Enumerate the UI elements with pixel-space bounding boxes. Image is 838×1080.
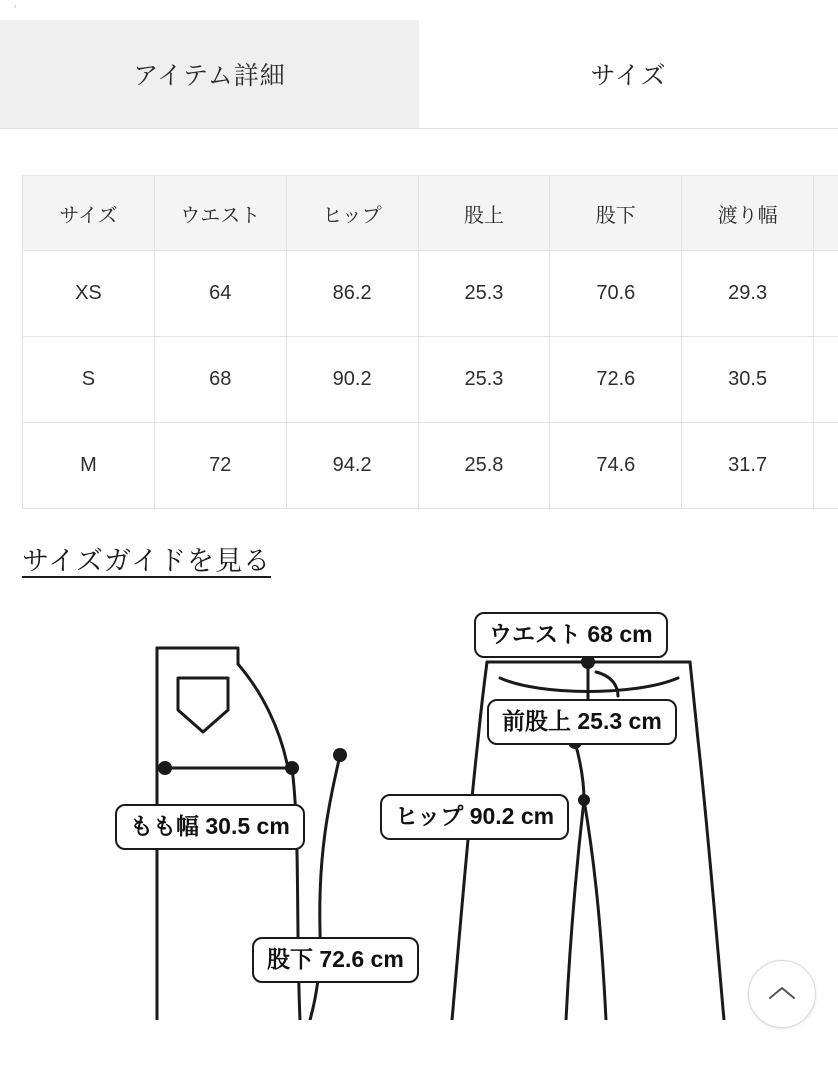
column-header-inseam: 股下 (550, 176, 682, 251)
cell-thigh: 31.7 (682, 423, 814, 509)
cell-thigh: 30.5 (682, 337, 814, 423)
size-table-head (23, 176, 838, 251)
column-header-hip: ヒップ (286, 176, 418, 251)
tab-item-details-label: アイテム詳細 (133, 62, 286, 90)
callout-hip (380, 794, 569, 840)
column-header-rise: 股上 (418, 176, 550, 251)
column-header-size: サイズ (23, 176, 155, 251)
size-table-wrapper (22, 175, 838, 509)
cell-rise: 25.3 (418, 251, 550, 337)
table-row (23, 251, 838, 337)
cell-size: S (23, 337, 155, 423)
cell-hip: 90.2 (286, 337, 418, 423)
callout-hip-label: ヒップ (395, 803, 464, 829)
column-header-thigh: 渡り幅 (682, 176, 814, 251)
size-guide-link[interactable]: サイズガイドを見る (22, 546, 272, 576)
cell-thigh: 29.3 (682, 251, 814, 337)
cell-size: M (23, 423, 155, 509)
cell-extra (814, 423, 838, 509)
cell-inseam: 72.6 (550, 337, 682, 423)
callout-thigh (115, 804, 305, 850)
callout-waist-value: 68 cm (587, 621, 653, 647)
corner-mark: ' (14, 2, 17, 17)
cell-waist: 64 (154, 251, 286, 337)
callout-inseam (252, 937, 419, 983)
tab-size[interactable] (419, 20, 838, 128)
callout-front-rise (487, 699, 677, 745)
table-row (23, 423, 838, 509)
callout-thigh-label: もも幅 (130, 813, 199, 839)
size-table-body (23, 251, 838, 509)
cell-rise: 25.8 (418, 423, 550, 509)
cell-waist: 72 (154, 423, 286, 509)
tab-item-details[interactable] (0, 20, 419, 128)
table-header-row (23, 176, 838, 251)
callout-waist-label: ウエスト (489, 621, 581, 647)
chevron-up-icon (767, 984, 797, 1004)
cell-waist: 68 (154, 337, 286, 423)
cell-extra (814, 251, 838, 337)
cell-extra (814, 337, 838, 423)
callout-inseam-label: 股下 (267, 946, 313, 972)
callout-thigh-value: 30.5 cm (205, 813, 290, 839)
cell-hip: 94.2 (286, 423, 418, 509)
tab-bar (0, 20, 838, 129)
column-header-waist: ウエスト (154, 176, 286, 251)
cell-hip: 86.2 (286, 251, 418, 337)
tab-size-label: サイズ (590, 62, 667, 90)
cell-size: XS (23, 251, 155, 337)
top-spacer (0, 0, 838, 20)
cell-rise: 25.3 (418, 337, 550, 423)
callout-hip-value: 90.2 cm (469, 803, 555, 829)
callout-front-rise-value: 25.3 cm (577, 708, 662, 734)
size-table (22, 175, 838, 509)
cell-inseam: 74.6 (550, 423, 682, 509)
cell-inseam: 70.6 (550, 251, 682, 337)
callout-front-rise-label: 前股上 (502, 708, 571, 734)
callout-waist (474, 612, 668, 658)
table-row (23, 337, 838, 423)
scroll-to-top-button[interactable] (748, 960, 816, 1028)
column-header-extra (814, 176, 838, 251)
callout-inseam-value: 72.6 cm (319, 946, 404, 972)
measurement-illustration (0, 600, 838, 1020)
